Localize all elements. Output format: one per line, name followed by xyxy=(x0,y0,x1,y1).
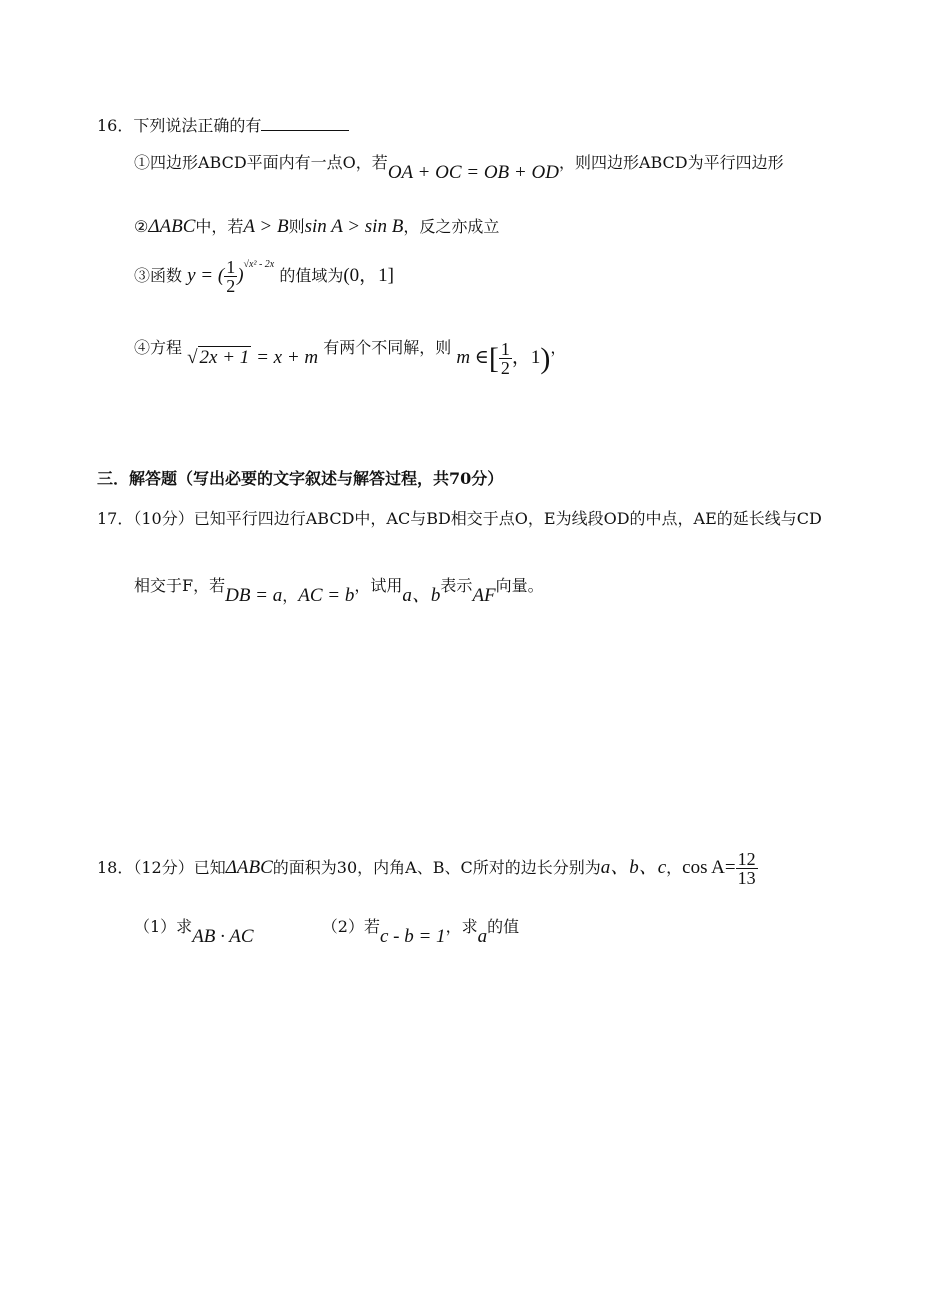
q18-parts: （1）求AB · AC （2）若c - b = 1，求a的值 xyxy=(134,917,520,947)
q16-statement-4: ④方程 √ 2x + 1 = x + m 有两个不同解，则 m ∈[ $\frac{1}{2}$ ，1)， xyxy=(134,338,567,378)
range-interval: (0，1] xyxy=(343,265,394,286)
q16-stem: 16．下列说法正确的有 xyxy=(97,113,349,136)
vector-equation: OA + OC = OB + OD xyxy=(387,162,559,183)
q16-statement-3: ③函数 y = ( $\frac{1}{2}$ )$^{√x^2 - 2x}$ 的值域为(0，1] xyxy=(134,257,394,296)
q18-stem: 18．（12分）已知ΔABC的面积为30，内角A、B、C所对的边长分别为a、b、c，cos A= $\frac{12}{13}$ xyxy=(97,849,756,888)
equation: √ 2x + 1 = x + m xyxy=(187,347,319,368)
exponent: √x² - 2x xyxy=(243,259,275,270)
q16-statement-1: ①四边形ABCD平面内有一点O，若OA + OC = OB + OD，则四边形ABCD为平行四边形 xyxy=(134,153,784,183)
fraction-half: $\frac{1}{2}$ xyxy=(226,257,236,296)
answer-blank[interactable] xyxy=(261,116,349,131)
section-title: 三．解答题（写出必要的文字叙述与解答过程，共70分） xyxy=(97,469,504,488)
q16-statement-2: ②ΔABC中，若A > B则sin A > sin B，反之亦成立 xyxy=(134,216,500,237)
fraction-half: $\frac{1}{2}$ xyxy=(500,339,510,378)
fraction-cos: $\frac{12}{13}$ xyxy=(737,849,756,888)
q17-line-2: 相交于F，若DB = a，AC = b，试用a、b表示AF向量。 xyxy=(134,576,544,606)
q17-line-1: 17．（10分）已知平行四边行ABCD中，AC与BD相交于点O，E为线段OD的中点，AE的延长线与CD xyxy=(97,509,822,528)
